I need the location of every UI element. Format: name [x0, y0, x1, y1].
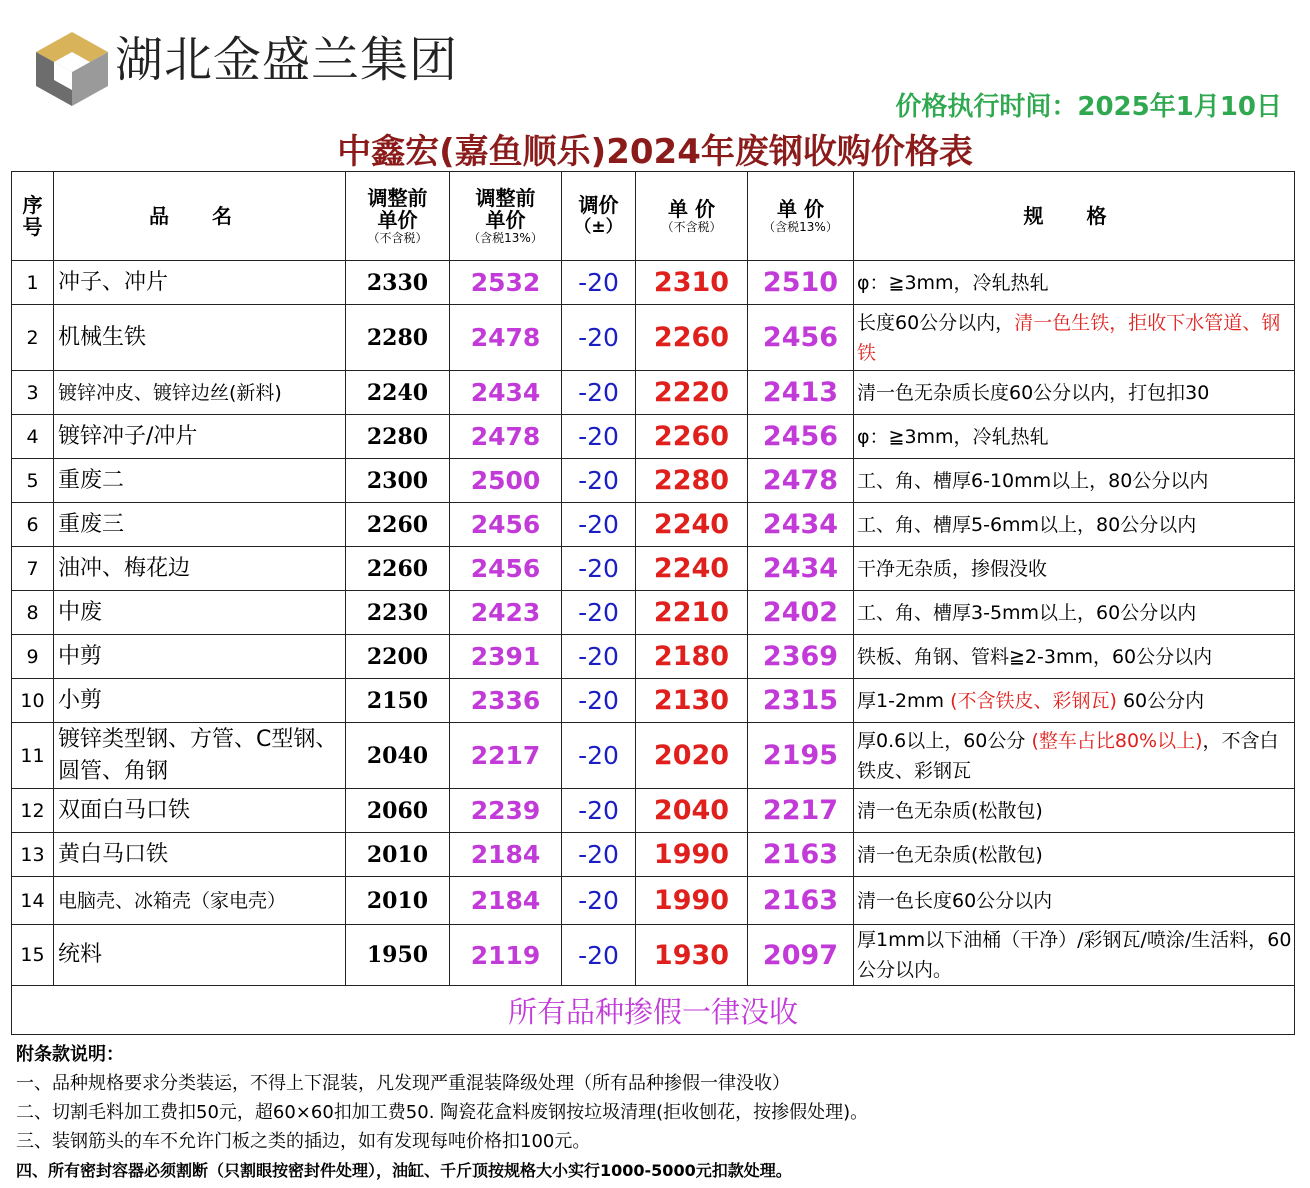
unit-price: 2260	[636, 305, 748, 371]
price-before-tax: 2119	[450, 925, 562, 986]
item-spec	[854, 459, 1295, 503]
unit-price: 2180	[636, 635, 748, 679]
spec-text: 清一色无杂质(松散包)	[857, 799, 1043, 822]
item-name: 中剪	[54, 635, 346, 679]
unit-price-tax: 2434	[748, 547, 854, 591]
note-item: 四、所有密封容器必须割断（只割眼按密封件处理），油缸、千斤顶按规格大小实行1000-5000元扣款处理。	[16, 1161, 792, 1180]
price-before-tax: 2217	[450, 723, 562, 789]
table-row	[12, 679, 1295, 723]
column-header-name: 品 名	[54, 172, 346, 261]
spec-text: 厚1-2mm	[857, 689, 951, 712]
price-before-tax: 2239	[450, 789, 562, 833]
price-before: 2150	[346, 679, 450, 723]
row-number: 14	[12, 877, 54, 925]
price-before-tax: 2456	[450, 503, 562, 547]
note-item: 二、切割毛料加工费扣50元，超60×60扣加工费50. 陶瓷花盒料废钢按垃圾清理(拒收刨花，按掺假处理)。	[16, 1102, 869, 1123]
column-header-before-price-tax: 调整前单价 （含税13%）	[450, 172, 562, 261]
item-spec	[854, 833, 1295, 877]
spec-text: 清一色无杂质(松散包)	[857, 843, 1043, 866]
price-adjustment: -20	[562, 833, 636, 877]
item-name: 重废三	[54, 503, 346, 547]
table-row	[12, 371, 1295, 415]
item-spec	[854, 547, 1295, 591]
price-before-tax: 2456	[450, 547, 562, 591]
item-spec	[854, 679, 1295, 723]
spec-text: φ：≧3mm，冷轧热轧	[857, 271, 1049, 294]
item-name: 镀锌类型钢、方管、C型钢、圆管、角钢	[54, 723, 346, 789]
price-adjustment: -20	[562, 459, 636, 503]
item-name: 镀锌冲皮、镀锌边丝(新料)	[54, 371, 346, 415]
unit-price-tax: 2456	[748, 305, 854, 371]
price-before: 2280	[346, 305, 450, 371]
item-name: 电脑壳、冰箱壳（家电壳）	[54, 877, 346, 925]
column-header-spec: 规 格	[854, 172, 1295, 261]
table-row	[12, 415, 1295, 459]
table-row	[12, 503, 1295, 547]
table-header-row	[12, 172, 1295, 261]
item-name: 统料	[54, 925, 346, 986]
item-spec	[854, 261, 1295, 305]
price-before: 1950	[346, 925, 450, 986]
price-before: 2300	[346, 459, 450, 503]
unit-price-tax: 2369	[748, 635, 854, 679]
spec-text: 工、角、槽厚6-10mm以上，80公分以内	[857, 469, 1209, 492]
effective-date: 价格执行时间：2025年1月10日	[895, 92, 1282, 122]
spec-highlight: 清一色生铁，拒收下水管道、钢铁	[857, 311, 1281, 364]
spec-text: 铁板、角钢、管料≧2-3mm，60公分以内	[857, 645, 1213, 668]
column-header-price-tax: 单 价 （含税13%）	[748, 172, 854, 261]
table-row	[12, 591, 1295, 635]
price-before: 2280	[346, 415, 450, 459]
price-before-tax: 2336	[450, 679, 562, 723]
price-adjustment: -20	[562, 591, 636, 635]
table-row	[12, 305, 1295, 371]
row-number: 11	[12, 723, 54, 789]
unit-price-tax: 2163	[748, 833, 854, 877]
table-row	[12, 459, 1295, 503]
unit-price-tax: 2315	[748, 679, 854, 723]
price-adjustment: -20	[562, 305, 636, 371]
column-header-price: 单 价 （不含税）	[636, 172, 748, 261]
price-before: 2230	[346, 591, 450, 635]
item-spec	[854, 723, 1295, 789]
price-adjustment: -20	[562, 503, 636, 547]
unit-price: 2040	[636, 789, 748, 833]
price-before-tax: 2184	[450, 833, 562, 877]
item-name: 镀锌冲子/冲片	[54, 415, 346, 459]
unit-price: 1990	[636, 877, 748, 925]
item-spec	[854, 635, 1295, 679]
unit-price: 2280	[636, 459, 748, 503]
unit-price-tax: 2195	[748, 723, 854, 789]
item-name: 黄白马口铁	[54, 833, 346, 877]
spec-text: 清一色长度60公分以内	[857, 889, 1053, 912]
unit-price-tax: 2510	[748, 261, 854, 305]
price-before-tax: 2184	[450, 877, 562, 925]
item-name: 小剪	[54, 679, 346, 723]
column-header-no: 序号	[12, 172, 54, 261]
row-number: 8	[12, 591, 54, 635]
page-title: 中鑫宏(嘉鱼顺乐)2024年废钢收购价格表	[337, 132, 973, 172]
price-adjustment: -20	[562, 415, 636, 459]
unit-price-tax: 2402	[748, 591, 854, 635]
row-number: 9	[12, 635, 54, 679]
price-before-tax: 2434	[450, 371, 562, 415]
spec-text: 工、角、槽厚5-6mm以上，80公分以内	[857, 513, 1197, 536]
price-adjustment: -20	[562, 371, 636, 415]
unit-price: 2310	[636, 261, 748, 305]
price-adjustment: -20	[562, 679, 636, 723]
footer-note: 所有品种掺假一律没收	[12, 986, 1295, 1035]
spec-text: 干净无杂质，掺假没收	[857, 557, 1048, 580]
price-before: 2240	[346, 371, 450, 415]
unit-price-tax: 2097	[748, 925, 854, 986]
item-spec	[854, 371, 1295, 415]
row-number: 10	[12, 679, 54, 723]
unit-price: 2240	[636, 547, 748, 591]
row-number: 6	[12, 503, 54, 547]
table-row	[12, 877, 1295, 925]
table-row	[12, 833, 1295, 877]
table-footer-row	[12, 986, 1295, 1035]
price-before: 2260	[346, 503, 450, 547]
price-before: 2200	[346, 635, 450, 679]
item-spec	[854, 415, 1295, 459]
company-name: 湖北金盛兰集团	[115, 32, 459, 88]
price-before: 2060	[346, 789, 450, 833]
spec-highlight: (不含铁皮、彩钢瓦)	[950, 689, 1117, 712]
unit-price-tax: 2163	[748, 877, 854, 925]
spec-text: 清一色无杂质长度60公分以内，打包扣30	[857, 381, 1210, 404]
note-item: 三、装钢筋头的车不允许门板之类的插边，如有发现每吨价格扣100元。	[16, 1131, 591, 1152]
unit-price-tax: 2413	[748, 371, 854, 415]
row-number: 15	[12, 925, 54, 986]
table-row	[12, 635, 1295, 679]
item-name: 油冲、梅花边	[54, 547, 346, 591]
unit-price: 2240	[636, 503, 748, 547]
price-before-tax: 2423	[450, 591, 562, 635]
unit-price-tax: 2434	[748, 503, 854, 547]
row-number: 3	[12, 371, 54, 415]
spec-text: 工、角、槽厚3-5mm以上，60公分以内	[857, 601, 1197, 624]
column-header-adjust: 调价 （±）	[562, 172, 636, 261]
unit-price: 2260	[636, 415, 748, 459]
unit-price: 2220	[636, 371, 748, 415]
price-adjustment: -20	[562, 547, 636, 591]
price-before-tax: 2478	[450, 415, 562, 459]
unit-price-tax: 2456	[748, 415, 854, 459]
price-adjustment: -20	[562, 723, 636, 789]
unit-price: 2130	[636, 679, 748, 723]
item-name: 中废	[54, 591, 346, 635]
row-number: 13	[12, 833, 54, 877]
price-adjustment: -20	[562, 877, 636, 925]
table-row	[12, 925, 1295, 986]
spec-text: φ：≧3mm，冷轧热轧	[857, 425, 1049, 448]
row-number: 5	[12, 459, 54, 503]
price-before-tax: 2478	[450, 305, 562, 371]
unit-price: 2210	[636, 591, 748, 635]
price-adjustment: -20	[562, 789, 636, 833]
price-adjustment: -20	[562, 261, 636, 305]
price-before-tax: 2391	[450, 635, 562, 679]
item-name: 冲子、冲片	[54, 261, 346, 305]
spec-tail: ，不含白铁皮、彩钢瓦	[857, 729, 1279, 782]
row-number: 12	[12, 789, 54, 833]
terms-notes	[16, 1040, 1296, 1185]
row-number: 7	[12, 547, 54, 591]
note-item: 一、品种规格要求分类装运，不得上下混装，凡发现严重混装降级处理（所有品种掺假一律没收）	[16, 1073, 790, 1094]
unit-price-tax: 2478	[748, 459, 854, 503]
unit-price-tax: 2217	[748, 789, 854, 833]
price-before-tax: 2532	[450, 261, 562, 305]
price-before: 2040	[346, 723, 450, 789]
price-table	[11, 171, 1295, 1035]
unit-price: 2020	[636, 723, 748, 789]
spec-text: 厚1mm以下油桶（干净）/彩钢瓦/喷涂/生活料，60公分以内。	[857, 929, 1292, 981]
price-before: 2010	[346, 877, 450, 925]
price-adjustment: -20	[562, 635, 636, 679]
item-spec	[854, 877, 1295, 925]
spec-highlight: (整车占比80%以上)	[1031, 729, 1203, 752]
item-name: 重废二	[54, 459, 346, 503]
unit-price: 1930	[636, 925, 748, 986]
table-row	[12, 789, 1295, 833]
item-spec	[854, 503, 1295, 547]
table-row	[12, 261, 1295, 305]
column-header-before-price: 调整前单价 （不含税）	[346, 172, 450, 261]
price-before-tax: 2500	[450, 459, 562, 503]
item-name: 双面白马口铁	[54, 789, 346, 833]
price-adjustment: -20	[562, 925, 636, 986]
cube-logo-icon	[34, 30, 110, 108]
item-spec	[854, 789, 1295, 833]
unit-price: 1990	[636, 833, 748, 877]
table-row	[12, 547, 1295, 591]
row-number: 2	[12, 305, 54, 371]
item-spec	[854, 925, 1295, 986]
table-row	[12, 723, 1295, 789]
item-spec	[854, 591, 1295, 635]
item-name: 机械生铁	[54, 305, 346, 371]
item-spec	[854, 305, 1295, 371]
row-number: 4	[12, 415, 54, 459]
price-before: 2330	[346, 261, 450, 305]
spec-tail: 60公分内	[1116, 689, 1205, 712]
price-before: 2260	[346, 547, 450, 591]
spec-text: 厚0.6以上，60公分	[857, 729, 1032, 752]
row-number: 1	[12, 261, 54, 305]
spec-text: 长度60公分以内，	[857, 311, 1015, 334]
notes-heading: 附条款说明：	[16, 1044, 124, 1065]
price-before: 2010	[346, 833, 450, 877]
